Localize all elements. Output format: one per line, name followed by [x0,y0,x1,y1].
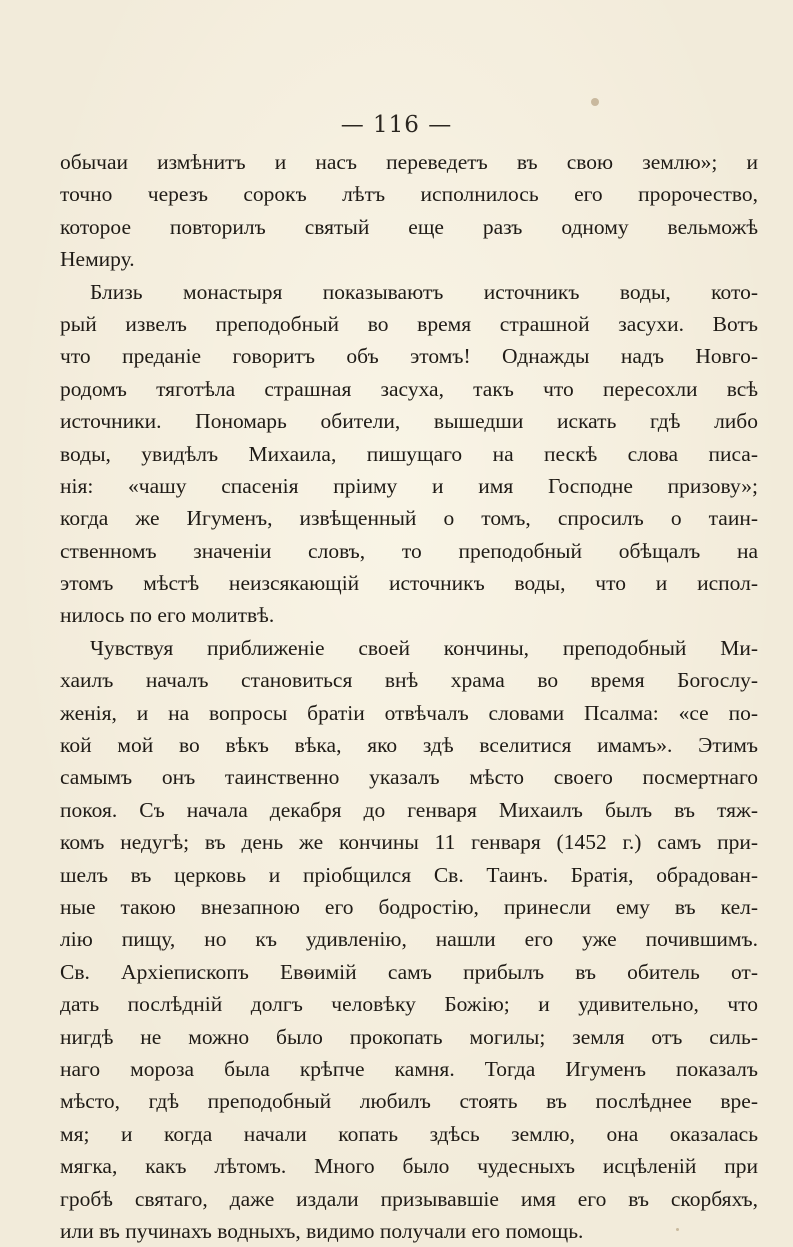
text-line: лію пищу, но къ удивленію, нашли его уже почившимъ. [60,927,758,952]
text-line: точно черезъ сорокъ лѣтъ исполнилось его пророчество, [60,182,758,207]
text-line: кой мой во вѣкъ вѣка, яко здѣ вселитися имамъ». Этимъ [60,733,758,758]
text-line: родомъ тяготѣла страшная засуха, такъ что пересохли всѣ [60,376,758,401]
text-line: нія: «чашу спасенія пріиму и имя Господне призову»; [60,473,758,498]
text-line: что преданіе говоритъ объ этомъ! Однажды надъ Новго- [60,344,758,369]
text-line: ственномъ значеніи словъ, то преподобный обѣщалъ на [60,538,758,563]
text-line: покоя. Съ начала декабря до генваря Михаилъ былъ въ тяж- [60,797,758,822]
text-line: этомъ мѣстѣ неизсякающій источникъ воды, что и испол- [60,571,758,596]
text-line: наго мороза была крѣпче камня. Тогда Игуменъ показалъ [60,1056,758,1081]
text-line: ные такою внезапною его бодростію, принесли ему въ кел- [60,894,758,919]
text-line: которое повторилъ святый еще разъ одному вельможѣ [60,214,758,239]
text-line: Чувствуя приближеніе своей кончины, преподобный Ми- [90,635,758,660]
text-line: комъ недугѣ; въ день же кончины 11 генваря (1452 г.) самъ при- [60,830,758,855]
text-line: мѣсто, гдѣ преподобный любилъ стоять въ послѣднее вре- [60,1089,758,1114]
text-line: гробѣ святаго, даже издали призывавшіе имя его въ скорбяхъ, [60,1186,758,1211]
text-line: нилось по его молитвѣ. [60,603,275,628]
text-line: нигдѣ не можно было прокопать могилы; земля отъ силь- [60,1024,758,1049]
text-line: мя; и когда начали копать здѣсь землю, она оказалась [60,1121,758,1146]
text-line: рый извелъ преподобный во время страшной засухи. Вотъ [60,311,758,336]
text-line: Немиру. [60,247,135,272]
paper-spot [591,98,599,106]
text-line: хаилъ началъ становиться внѣ храма во время Богослу- [60,668,758,693]
text-line: когда же Игуменъ, извѣщенный о томъ, спросилъ о таин- [60,506,758,531]
text-line: воды, увидѣлъ Михаила, пишущаго на пескѣ слова писа- [60,441,758,466]
text-line: самымъ онъ таинственно указалъ мѣсто своего посмертнаго [60,765,758,790]
text-line: шелъ въ церковь и пріобщился Св. Таинъ. Братія, обрадован- [60,862,758,887]
text-line: Св. Архіепископъ Евѳимій самъ прибылъ въ обитель от- [60,959,758,984]
page-text [60,146,758,1247]
text-line: мягка, какъ лѣтомъ. Много было чудесныхъ исцѣленій при [60,1154,758,1179]
text-line: источники. Пономарь обители, вышедши искать гдѣ либо [60,409,758,434]
text-line: женія, и на вопросы братіи отвѣчалъ словами Псалма: «се по- [60,700,758,725]
page-number: — 116 — [340,112,453,138]
text-line: Близь монастыря показываютъ источникъ воды, кото- [90,279,758,304]
text-line: дать послѣдній долгъ человѣку Божію; и удивительно, что [60,992,758,1017]
text-line: обычаи измѣнитъ и насъ переведетъ въ свою землю»; и [60,150,758,174]
text-line: или въ пучинахъ водныхъ, видимо получали его помощь. [60,1218,584,1243]
